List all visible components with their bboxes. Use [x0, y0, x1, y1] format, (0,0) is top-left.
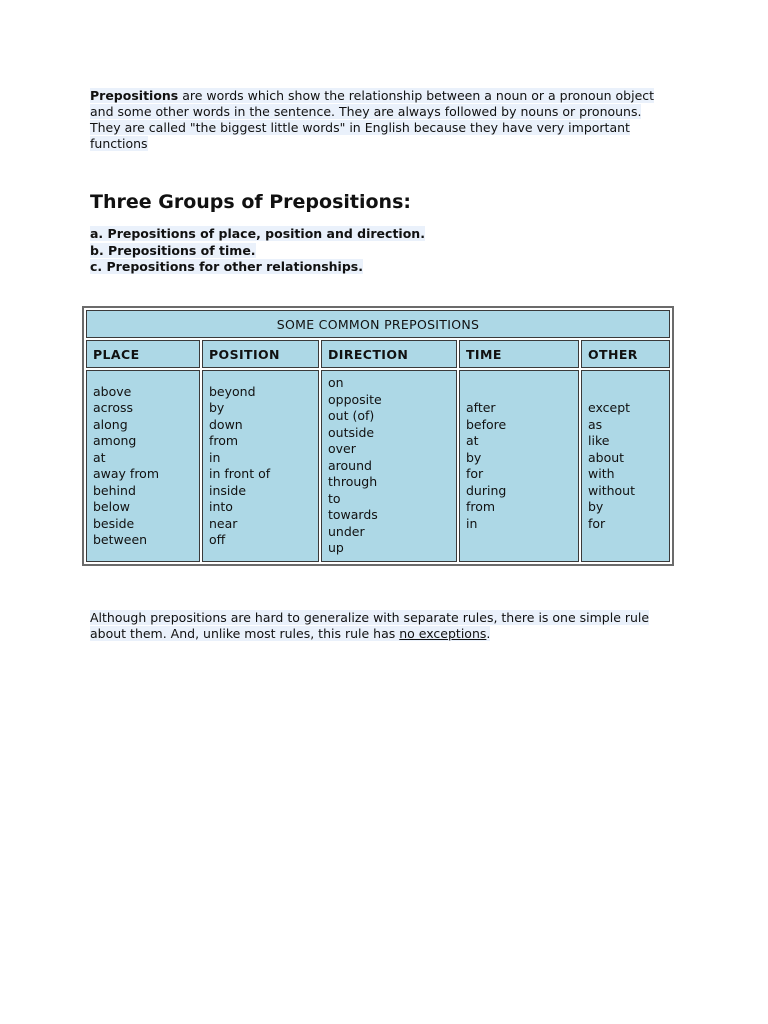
intro-paragraph: [90, 88, 670, 152]
list-item: by: [588, 499, 604, 514]
list-item: by: [466, 449, 482, 465]
list-item: like: [588, 433, 610, 448]
groups-list: [90, 226, 425, 276]
group-item: a. Prepositions of place, position and direction.: [90, 226, 425, 241]
intro-text: [90, 88, 654, 151]
column-header-position: POSITION: [202, 340, 319, 368]
list-item: before: [466, 416, 507, 432]
list-item: by: [209, 400, 225, 415]
list-item: at: [466, 433, 479, 448]
list-item: outside: [328, 424, 375, 440]
direction-list: [328, 375, 450, 557]
column-header-direction: DIRECTION: [321, 340, 457, 368]
closing-text: Although prepositions are hard to generalize with separate rules, there is one simple rule about them. And, unlike most rules, this rule has no exceptions.: [90, 609, 650, 641]
column-direction: [321, 370, 457, 562]
list-item: along: [93, 416, 128, 432]
place-list: [93, 384, 193, 549]
list-item: through: [328, 474, 378, 490]
list-item: over: [328, 441, 356, 457]
column-header-time: TIME: [459, 340, 579, 368]
list-item: under: [328, 523, 365, 539]
list-item: from: [209, 433, 239, 448]
list-item: to: [328, 490, 341, 506]
column-time: [459, 370, 579, 562]
list-item: out (of): [328, 408, 375, 424]
column-header-other: OTHER: [581, 340, 670, 368]
intro-term: Prepositions: [90, 87, 179, 103]
list-item: without: [588, 482, 635, 498]
list-item: behind: [93, 482, 136, 498]
list-item: opposite: [328, 391, 382, 407]
intro-body: are words which show the relationship between a noun or a pronoun object and some other words in the sentence. They are always followed by nouns or pronouns. They are called "the biggest little words" in English because they have very important functions: [90, 87, 655, 151]
position-list: [209, 384, 312, 549]
table-body-row: [86, 370, 670, 562]
table-header-row: [86, 340, 670, 368]
column-other: [581, 370, 670, 562]
list-item: for: [466, 466, 484, 481]
column-position: [202, 370, 319, 562]
list-item: except: [588, 400, 631, 415]
prepositions-table: [82, 306, 674, 566]
other-list: [588, 400, 663, 532]
list-item: into: [209, 499, 233, 514]
column-header-place: PLACE: [86, 340, 200, 368]
list-item: away from: [93, 466, 160, 481]
list-item: among: [93, 433, 137, 448]
list-item: for: [588, 515, 606, 531]
list-item: off: [209, 532, 226, 547]
list-item: around: [328, 457, 372, 473]
list-item: beside: [93, 515, 135, 531]
list-item: from: [466, 499, 496, 514]
list-item: with: [588, 466, 615, 481]
list-item: in front of: [209, 466, 271, 481]
group-item: b. Prepositions of time.: [90, 242, 256, 258]
table-title: SOME COMMON PREPOSITIONS: [86, 310, 670, 338]
list-item: towards: [328, 507, 378, 523]
closing-paragraph: [90, 610, 670, 643]
list-item: on: [328, 375, 344, 391]
list-item: across: [93, 400, 134, 415]
list-item: above: [93, 383, 132, 399]
list-item: beyond: [209, 383, 256, 399]
column-place: [86, 370, 200, 562]
list-item: in: [209, 449, 221, 465]
list-item: below: [93, 499, 130, 514]
list-item: as: [588, 416, 603, 432]
list-item: near: [209, 515, 238, 531]
no-exceptions-link[interactable]: no exceptions: [399, 626, 487, 641]
list-item: in: [466, 515, 478, 531]
list-item: up: [328, 540, 344, 556]
list-item: between: [93, 532, 148, 547]
group-item: c. Prepositions for other relationships.: [90, 259, 363, 274]
list-item: after: [466, 400, 496, 415]
list-item: during: [466, 482, 507, 498]
list-item: inside: [209, 482, 247, 498]
list-item: down: [209, 416, 243, 432]
time-list: [466, 400, 572, 532]
list-item: about: [588, 449, 625, 465]
section-heading: Three Groups of Prepositions:: [90, 191, 411, 213]
list-item: at: [93, 449, 106, 465]
